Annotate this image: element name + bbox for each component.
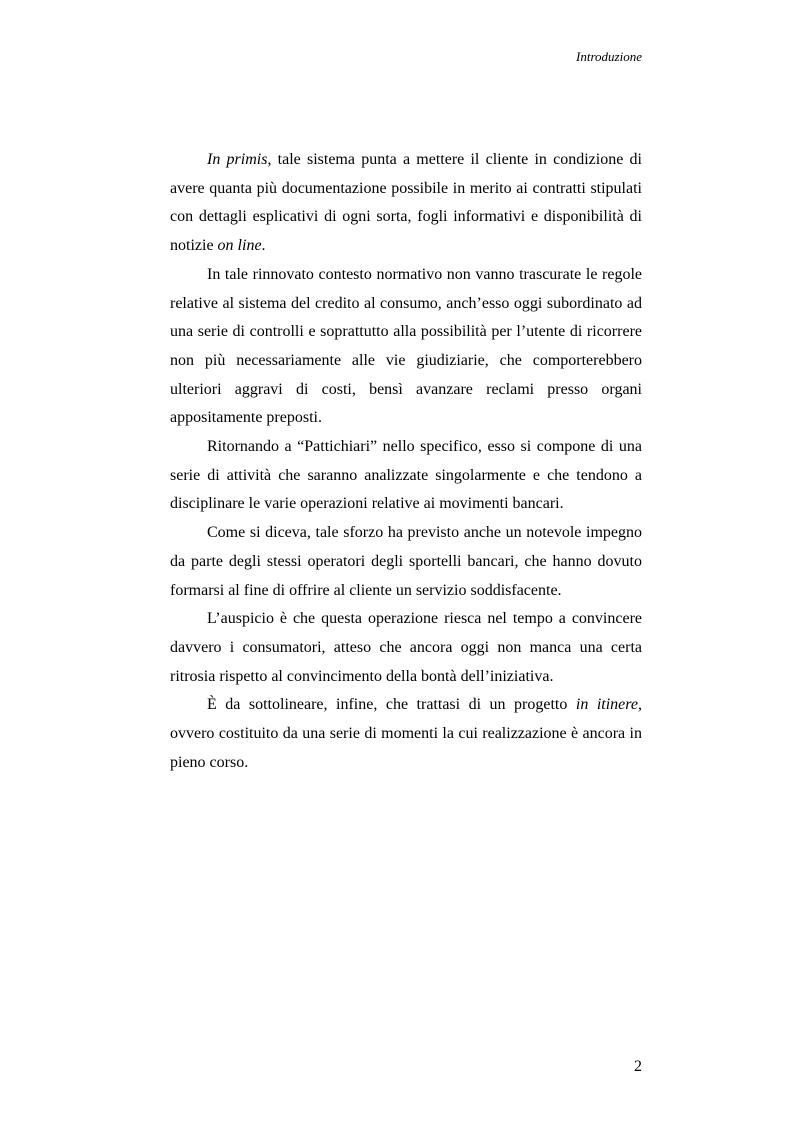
page-number: 2: [634, 1058, 642, 1075]
body-text: [170, 146, 642, 777]
paragraph-4: Come si diceva, tale sforzo ha previsto anche un notevole impegno da parte degli stessi operatori degli sportelli bancari, che hanno dovuto formarsi al fine di offrire al cliente un servizio soddisfacente.: [170, 524, 642, 599]
italic-phrase-in-primis: In primis: [207, 151, 268, 168]
italic-phrase-in-itinere: in itinere: [575, 696, 638, 714]
paragraph-6-text-a: È da sottolineare, infine, che trattasi di un progetto: [207, 696, 576, 714]
paragraph-2: In tale rinnovato contesto normativo non vanno trascurate le regole relative al sistema del credito al consumo, anch’esso oggi subordinato ad una serie di controlli e soprattutto alla possibilità per l’utente di ricorrere non più necessariamente alle vie giudiziarie, che comporterebbero ulteriori aggravi di costi, bensì avanzare reclami presso organi appositamente preposti.: [170, 265, 642, 427]
italic-phrase-on-line: on line: [217, 237, 262, 255]
running-header: Introduzione: [576, 49, 642, 64]
paragraph-6-text-b: , ovvero costituito da una serie di momenti la cui realizzazione è ancora in pieno corso.: [170, 696, 642, 771]
paragraph-5: L’auspicio è che questa operazione riesca nel tempo a convincere davvero i consumatori, atteso che ancora oggi non manca una certa ritrosia rispetto al convincimento della bontà dell’iniziativa.: [170, 610, 642, 685]
paragraph-1-text-b: .: [261, 237, 266, 255]
paragraph-6: [170, 691, 642, 777]
paragraph-3: Ritornando a “Pattichiari” nello specifico, esso si compone di una serie di attività che saranno analizzate singolarmente e che tendono a disciplinare le varie operazioni relative ai movimenti bancari.: [170, 438, 642, 513]
paragraph-1-text-a: , tale sistema punta a mettere il cliente in condizione di avere quanta più documentazione possibile in merito ai contratti stipulati con dettagli esplicativi di ogni sorta, fogli informativi e disponibilità di notizie: [170, 151, 642, 255]
paragraph-1: [170, 146, 642, 261]
